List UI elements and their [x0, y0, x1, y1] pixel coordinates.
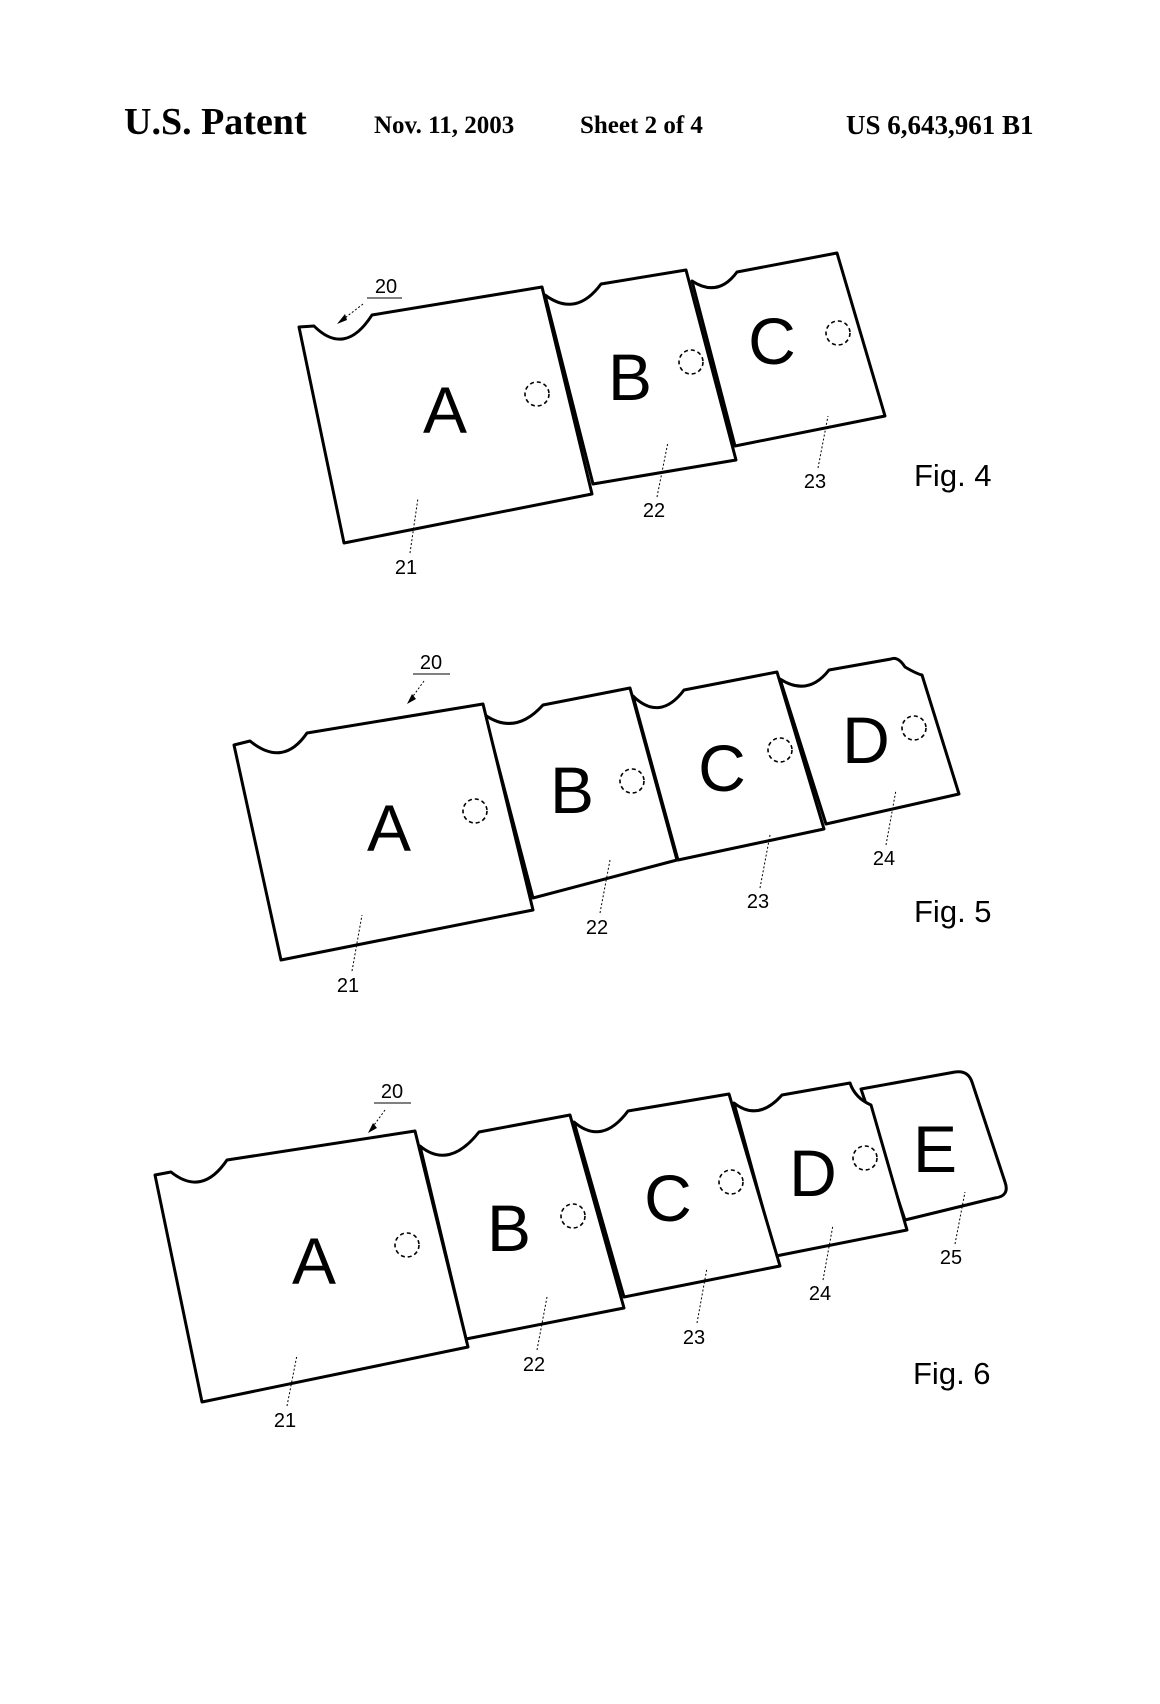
reference-numeral: 21: [394, 557, 418, 579]
card-letter: A: [422, 373, 468, 447]
figure-5: [234, 652, 992, 997]
arrowhead: [337, 314, 347, 324]
reference-numeral: 23: [682, 1327, 706, 1349]
reference-numeral: 22: [642, 500, 666, 522]
reference-numeral: 24: [872, 848, 896, 870]
patent-date: Nov. 11, 2003: [374, 112, 515, 139]
reference-numeral: 21: [273, 1410, 297, 1432]
assembly-reference: 20: [374, 276, 398, 298]
arrowhead: [368, 1123, 377, 1133]
arrowhead: [407, 694, 416, 704]
card-letter: B: [607, 340, 653, 414]
reference-numeral: 22: [585, 917, 609, 939]
card-letter: E: [912, 1112, 958, 1186]
reference-numeral: 24: [808, 1283, 832, 1305]
card-letter: C: [698, 731, 746, 805]
figure-4: [299, 253, 992, 579]
reference-numeral: 22: [522, 1354, 546, 1376]
card-letter: D: [842, 703, 890, 777]
figure-label: Fig. 6: [913, 1356, 991, 1391]
reference-numeral: 23: [746, 891, 770, 913]
patent-header-title: U.S. Patent: [124, 101, 307, 143]
card-letter: D: [789, 1136, 837, 1210]
card-letter: A: [366, 791, 412, 865]
card-letter: C: [748, 304, 796, 378]
patent-number: US 6,643,961 B1: [846, 110, 1034, 140]
assembly-reference: 20: [380, 1081, 404, 1103]
card-letter: A: [291, 1224, 337, 1298]
card-letter: C: [644, 1161, 692, 1235]
figure-label: Fig. 5: [914, 894, 992, 929]
reference-numeral: 21: [336, 975, 360, 997]
card-letter: B: [486, 1191, 532, 1265]
sheet-number: Sheet 2 of 4: [580, 112, 703, 139]
figure-label: Fig. 4: [914, 458, 992, 493]
reference-numeral: 23: [803, 471, 827, 493]
card-letter: B: [549, 753, 595, 827]
reference-numeral: 25: [939, 1247, 963, 1269]
figure-6: [155, 1072, 1006, 1432]
assembly-reference: 20: [419, 652, 443, 674]
